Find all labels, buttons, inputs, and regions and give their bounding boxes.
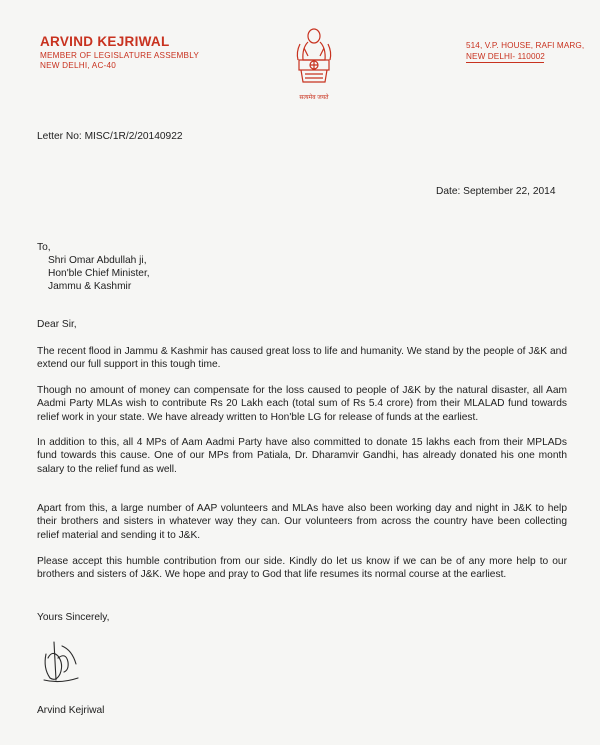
sender-address-line1: 514, V.P. HOUSE, RAFI MARG, (466, 41, 585, 50)
body-paragraph: Though no amount of money can compensate for the loss caused to people of J&K by the natural disaster, all Aam Aadmi Party MLAs wish to contribute Rs 20 Lakh each (total sum of Rs 5.4 crore) from their MLALAD fund towards relief work in your state. We have already written to Hon'ble LG for release of funds at the earliest. (37, 385, 567, 423)
sender-address-line2: NEW DELHI- 110002 (466, 52, 545, 61)
handwritten-signature (38, 634, 84, 686)
recipient-state: Jammu & Kashmir (48, 281, 132, 292)
salutation: Dear Sir, (37, 319, 77, 330)
closing: Yours Sincerely, (37, 612, 110, 623)
address-underline (466, 62, 544, 63)
letter-number: Letter No: MISC/1R/2/20140922 (37, 131, 183, 142)
body-paragraph: Apart from this, a large number of AAP volunteers and MLAs have also been working day and night in J&K to help their brothers and sisters in whatever way they can. Our volunteers from across the country have been collecting relief material and sending it to J&K. (37, 503, 567, 541)
to-label: To, (37, 242, 51, 253)
body-paragraph: The recent flood in Jammu & Kashmir has caused great loss to life and humanity. We stand by the people of J&K and extend our full support in this tough time. (37, 346, 567, 371)
recipient-name: Shri Omar Abdullah ji, (48, 255, 147, 266)
signatory-name: Arvind Kejriwal (37, 705, 105, 716)
sender-name: ARVIND KEJRIWAL (40, 34, 170, 49)
recipient-title: Hon'ble Chief Minister, (48, 268, 150, 279)
body-paragraph: Please accept this humble contribution from our side. Kindly do let us know if we can be of any more help to our brothers and sisters of J&K. We hope and pray to God that life resumes its normal course at the earliest. (37, 556, 567, 581)
sender-title: MEMBER OF LEGISLATURE ASSEMBLY (40, 51, 200, 60)
body-paragraph: In addition to this, all 4 MPs of Aam Aadmi Party have also committed to donate 15 lakhs each from their MPLADs fund towards this cause. One of our MPs from Patiala, Dr. Dharamvir Gandhi, has already donated his one month salary to the relief fund as well. (37, 437, 567, 475)
sender-constituency: NEW DELHI, AC-40 (40, 61, 116, 70)
emblem-motto: सत्यमेव जयते (299, 95, 329, 101)
letter-date: Date: September 22, 2014 (436, 186, 556, 197)
